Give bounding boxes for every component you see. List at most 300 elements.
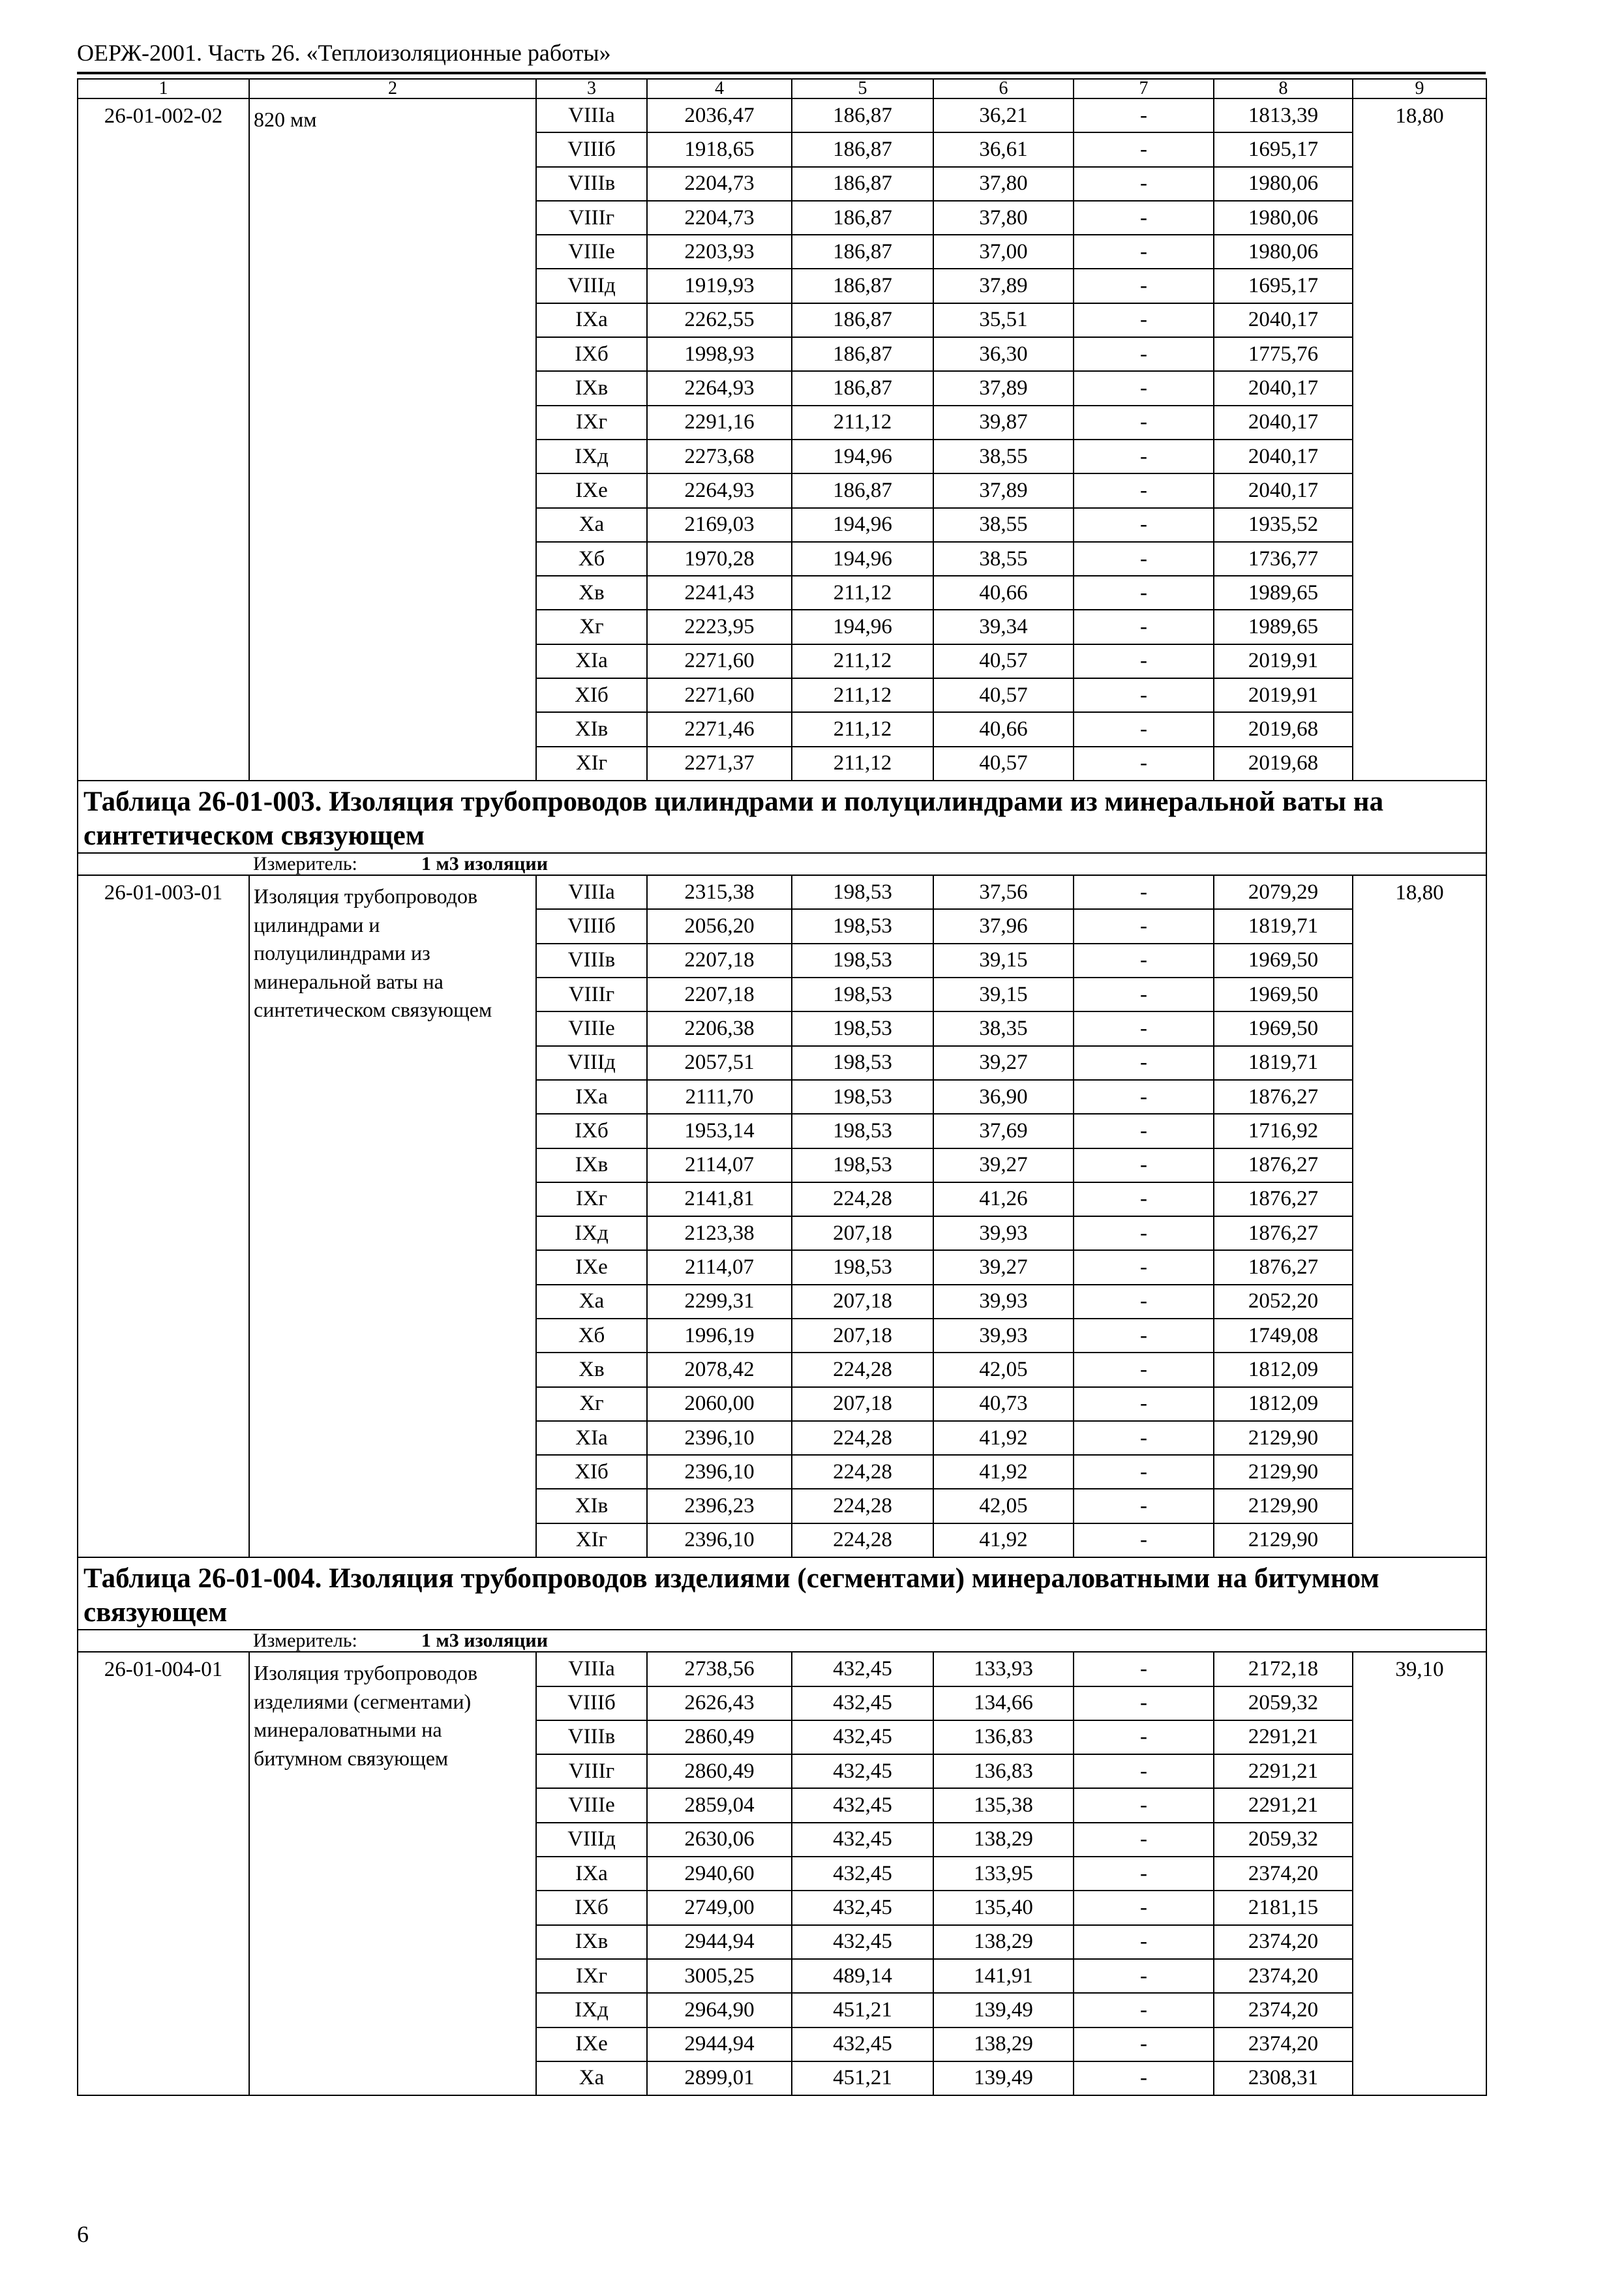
zone-cell: IXб [536, 1891, 647, 1924]
section-title-row [78, 1557, 1486, 1630]
wage-cell: 224,28 [792, 1421, 933, 1455]
wage-cell: 186,87 [792, 303, 933, 337]
zone-cell: Xа [536, 508, 647, 542]
machine-cost-cell: 38,55 [933, 440, 1074, 473]
total-cost-cell: 2749,00 [647, 1891, 792, 1924]
driver-wage-cell: - [1074, 98, 1214, 132]
material-cost-cell: 2374,20 [1214, 1925, 1353, 1959]
driver-wage-cell: - [1074, 235, 1214, 269]
wage-cell: 207,18 [792, 1216, 933, 1250]
wage-cell: 198,53 [792, 1148, 933, 1182]
total-cost-cell: 2206,38 [647, 1011, 792, 1045]
machine-cost-cell: 37,89 [933, 371, 1074, 405]
zone-cell: Xа [536, 2061, 647, 2095]
material-cost-cell: 1819,71 [1214, 1046, 1353, 1080]
wage-cell: 224,28 [792, 1523, 933, 1557]
total-cost-cell: 2060,00 [647, 1387, 792, 1421]
material-cost-cell: 1812,09 [1214, 1387, 1353, 1421]
zone-cell: IXв [536, 1925, 647, 1959]
machine-cost-cell: 42,05 [933, 1489, 1074, 1523]
driver-wage-cell: - [1074, 712, 1214, 746]
labor-cell: 39,10 [1353, 1652, 1486, 2095]
material-cost-cell: 1749,08 [1214, 1319, 1353, 1353]
total-cost-cell: 2940,60 [647, 1857, 792, 1891]
zone-cell: XIв [536, 1489, 647, 1523]
machine-cost-cell: 38,55 [933, 508, 1074, 542]
driver-wage-cell: - [1074, 978, 1214, 1011]
driver-wage-cell: - [1074, 1823, 1214, 1857]
material-cost-cell: 2291,21 [1214, 1754, 1353, 1788]
machine-cost-cell: 138,29 [933, 1925, 1074, 1959]
zone-cell: Xб [536, 542, 647, 576]
machine-cost-cell: 37,80 [933, 201, 1074, 235]
total-cost-cell: 2271,60 [647, 644, 792, 678]
driver-wage-cell: - [1074, 1080, 1214, 1114]
total-cost-cell: 2630,06 [647, 1823, 792, 1857]
zone-cell: XIб [536, 678, 647, 712]
driver-wage-cell: - [1074, 1523, 1214, 1557]
machine-cost-cell: 39,34 [933, 610, 1074, 644]
machine-cost-cell: 37,00 [933, 235, 1074, 269]
material-cost-cell: 2019,68 [1214, 747, 1353, 781]
running-header: ОЕРЖ-2001. Часть 26. «Теплоизоляционные работы» [77, 40, 611, 66]
driver-wage-cell: - [1074, 1720, 1214, 1754]
zone-cell: Xа [536, 1285, 647, 1319]
machine-cost-cell: 40,57 [933, 644, 1074, 678]
total-cost-cell: 1996,19 [647, 1319, 792, 1353]
wage-cell: 186,87 [792, 98, 933, 132]
material-cost-cell: 2052,20 [1214, 1285, 1353, 1319]
total-cost-cell: 2271,60 [647, 678, 792, 712]
wage-cell: 432,45 [792, 1823, 933, 1857]
driver-wage-cell: - [1074, 269, 1214, 303]
zone-cell: IXе [536, 2027, 647, 2061]
zone-cell: XIа [536, 1421, 647, 1455]
driver-wage-cell: - [1074, 747, 1214, 781]
machine-cost-cell: 39,93 [933, 1285, 1074, 1319]
machine-cost-cell: 40,57 [933, 747, 1074, 781]
total-cost-cell: 2315,38 [647, 875, 792, 909]
machine-cost-cell: 133,95 [933, 1857, 1074, 1891]
zone-cell: IXе [536, 473, 647, 507]
item-description: Изоляция трубопроводов изделиями (сегментами) минераловатными на битумном связующем [249, 1652, 536, 2095]
zone-cell: XIа [536, 644, 647, 678]
driver-wage-cell: - [1074, 1387, 1214, 1421]
total-cost-cell: 2299,31 [647, 1285, 792, 1319]
material-cost-cell: 2374,20 [1214, 2027, 1353, 2061]
driver-wage-cell: - [1074, 1353, 1214, 1386]
total-cost-cell: 2207,18 [647, 978, 792, 1011]
wage-cell: 211,12 [792, 576, 933, 610]
total-cost-cell: 2123,38 [647, 1216, 792, 1250]
material-cost-cell: 1969,50 [1214, 978, 1353, 1011]
material-cost-cell: 2040,17 [1214, 473, 1353, 507]
wage-cell: 198,53 [792, 1046, 933, 1080]
price-table [77, 78, 1487, 2096]
machine-cost-cell: 39,27 [933, 1046, 1074, 1080]
wage-cell: 211,12 [792, 644, 933, 678]
wage-cell: 432,45 [792, 1891, 933, 1924]
meter-cell [78, 853, 1486, 875]
total-cost-cell: 2859,04 [647, 1788, 792, 1822]
total-cost-cell: 1918,65 [647, 132, 792, 166]
material-cost-cell: 1819,71 [1214, 909, 1353, 943]
driver-wage-cell: - [1074, 371, 1214, 405]
material-cost-cell: 1969,50 [1214, 1011, 1353, 1045]
total-cost-cell: 2204,73 [647, 167, 792, 201]
machine-cost-cell: 39,15 [933, 944, 1074, 978]
zone-cell: IXг [536, 406, 647, 440]
zone-cell: VIIIд [536, 1823, 647, 1857]
wage-cell: 198,53 [792, 875, 933, 909]
zone-cell: IXа [536, 303, 647, 337]
driver-wage-cell: - [1074, 1857, 1214, 1891]
wage-cell: 198,53 [792, 1114, 933, 1148]
material-cost-cell: 2374,20 [1214, 1857, 1353, 1891]
total-cost-cell: 2169,03 [647, 508, 792, 542]
driver-wage-cell: - [1074, 1011, 1214, 1045]
driver-wage-cell: - [1074, 201, 1214, 235]
wage-cell: 432,45 [792, 1652, 933, 1686]
material-cost-cell: 1989,65 [1214, 610, 1353, 644]
page-number: 6 [77, 2221, 89, 2247]
total-cost-cell: 2273,68 [647, 440, 792, 473]
machine-cost-cell: 139,49 [933, 2061, 1074, 2095]
material-cost-cell: 1876,27 [1214, 1080, 1353, 1114]
wage-cell: 207,18 [792, 1285, 933, 1319]
wage-cell: 198,53 [792, 909, 933, 943]
driver-wage-cell: - [1074, 875, 1214, 909]
item-description: 820 мм [249, 98, 536, 781]
wage-cell: 198,53 [792, 1250, 933, 1284]
material-cost-cell: 1980,06 [1214, 167, 1353, 201]
material-cost-cell: 2040,17 [1214, 371, 1353, 405]
meter-cell [78, 1630, 1486, 1652]
machine-cost-cell: 133,93 [933, 1652, 1074, 1686]
machine-cost-cell: 39,27 [933, 1250, 1074, 1284]
zone-cell: IXд [536, 1993, 647, 2027]
material-cost-cell: 1989,65 [1214, 576, 1353, 610]
zone-cell: XIг [536, 1523, 647, 1557]
material-cost-cell: 2040,17 [1214, 303, 1353, 337]
wage-cell: 198,53 [792, 1080, 933, 1114]
total-cost-cell: 2264,93 [647, 371, 792, 405]
total-cost-cell: 2964,90 [647, 1993, 792, 2027]
driver-wage-cell: - [1074, 576, 1214, 610]
machine-cost-cell: 135,40 [933, 1891, 1074, 1924]
wage-cell: 432,45 [792, 2027, 933, 2061]
wage-cell: 207,18 [792, 1387, 933, 1421]
material-cost-cell: 2019,91 [1214, 678, 1353, 712]
zone-cell: VIIIв [536, 167, 647, 201]
driver-wage-cell: - [1074, 1285, 1214, 1319]
material-cost-cell: 2129,90 [1214, 1489, 1353, 1523]
machine-cost-cell: 136,83 [933, 1754, 1074, 1788]
meter-unit: 1 м3 изоляции [421, 1630, 548, 1652]
zone-cell: IXд [536, 440, 647, 473]
material-cost-cell: 1775,76 [1214, 337, 1353, 371]
total-cost-cell: 2944,94 [647, 2027, 792, 2061]
wage-cell: 211,12 [792, 406, 933, 440]
material-cost-cell: 2059,32 [1214, 1823, 1353, 1857]
wage-cell: 432,45 [792, 1788, 933, 1822]
zone-cell: VIIIд [536, 1046, 647, 1080]
driver-wage-cell: - [1074, 2027, 1214, 2061]
wage-cell: 211,12 [792, 712, 933, 746]
driver-wage-cell: - [1074, 1182, 1214, 1216]
zone-cell: XIг [536, 747, 647, 781]
material-cost-cell: 1695,17 [1214, 269, 1353, 303]
material-cost-cell: 2040,17 [1214, 406, 1353, 440]
total-cost-cell: 2396,10 [647, 1455, 792, 1489]
wage-cell: 198,53 [792, 978, 933, 1011]
machine-cost-cell: 35,51 [933, 303, 1074, 337]
machine-cost-cell: 134,66 [933, 1686, 1074, 1720]
material-cost-cell: 2079,29 [1214, 875, 1353, 909]
column-number: 8 [1214, 79, 1353, 98]
machine-cost-cell: 39,87 [933, 406, 1074, 440]
machine-cost-cell: 39,15 [933, 978, 1074, 1011]
machine-cost-cell: 36,21 [933, 98, 1074, 132]
machine-cost-cell: 37,96 [933, 909, 1074, 943]
driver-wage-cell: - [1074, 303, 1214, 337]
total-cost-cell: 2141,81 [647, 1182, 792, 1216]
material-cost-cell: 1980,06 [1214, 201, 1353, 235]
driver-wage-cell: - [1074, 1046, 1214, 1080]
machine-cost-cell: 36,30 [933, 337, 1074, 371]
material-cost-cell: 2308,31 [1214, 2061, 1353, 2095]
meter-row [78, 853, 1486, 875]
machine-cost-cell: 37,89 [933, 473, 1074, 507]
zone-cell: Xг [536, 610, 647, 644]
machine-cost-cell: 40,66 [933, 712, 1074, 746]
material-cost-cell: 1695,17 [1214, 132, 1353, 166]
driver-wage-cell: - [1074, 1148, 1214, 1182]
zone-cell: VIIIд [536, 269, 647, 303]
total-cost-cell: 2738,56 [647, 1652, 792, 1686]
total-cost-cell: 2396,10 [647, 1523, 792, 1557]
zone-cell: VIIIб [536, 1686, 647, 1720]
driver-wage-cell: - [1074, 1421, 1214, 1455]
zone-cell: VIIIг [536, 978, 647, 1011]
driver-wage-cell: - [1074, 1993, 1214, 2027]
total-cost-cell: 2291,16 [647, 406, 792, 440]
total-cost-cell: 2396,23 [647, 1489, 792, 1523]
total-cost-cell: 2241,43 [647, 576, 792, 610]
total-cost-cell: 2264,93 [647, 473, 792, 507]
machine-cost-cell: 36,90 [933, 1080, 1074, 1114]
meter-row [78, 1630, 1486, 1652]
total-cost-cell: 2899,01 [647, 2061, 792, 2095]
driver-wage-cell: - [1074, 473, 1214, 507]
total-cost-cell: 2078,42 [647, 1353, 792, 1386]
total-cost-cell: 2057,51 [647, 1046, 792, 1080]
total-cost-cell: 2271,46 [647, 712, 792, 746]
wage-cell: 432,45 [792, 1686, 933, 1720]
wage-cell: 451,21 [792, 1993, 933, 2027]
section-title: Таблица 26-01-003. Изоляция трубопроводов цилиндрами и полуцилиндрами из минеральной ваты на синтетическом связующем [78, 781, 1486, 853]
zone-cell: IXб [536, 1114, 647, 1148]
item-code: 26-01-002-02 [78, 98, 249, 781]
meter-label: Измеритель: [253, 853, 357, 875]
material-cost-cell: 2019,91 [1214, 644, 1353, 678]
material-cost-cell: 1935,52 [1214, 508, 1353, 542]
driver-wage-cell: - [1074, 610, 1214, 644]
wage-cell: 224,28 [792, 1353, 933, 1386]
driver-wage-cell: - [1074, 1686, 1214, 1720]
machine-cost-cell: 37,56 [933, 875, 1074, 909]
driver-wage-cell: - [1074, 1925, 1214, 1959]
material-cost-cell: 2172,18 [1214, 1652, 1353, 1686]
total-cost-cell: 2626,43 [647, 1686, 792, 1720]
material-cost-cell: 2019,68 [1214, 712, 1353, 746]
driver-wage-cell: - [1074, 1959, 1214, 1993]
meter-label: Измеритель: [253, 1630, 357, 1652]
zone-cell: IXв [536, 1148, 647, 1182]
wage-cell: 207,18 [792, 1319, 933, 1353]
machine-cost-cell: 37,80 [933, 167, 1074, 201]
driver-wage-cell: - [1074, 508, 1214, 542]
zone-cell: VIIIа [536, 98, 647, 132]
machine-cost-cell: 41,92 [933, 1523, 1074, 1557]
driver-wage-cell: - [1074, 1455, 1214, 1489]
total-cost-cell: 1953,14 [647, 1114, 792, 1148]
header-rule [77, 72, 1486, 74]
column-number: 3 [536, 79, 647, 98]
material-cost-cell: 2374,20 [1214, 1993, 1353, 2027]
zone-cell: Xв [536, 1353, 647, 1386]
zone-cell: VIIIе [536, 235, 647, 269]
driver-wage-cell: - [1074, 132, 1214, 166]
machine-cost-cell: 36,61 [933, 132, 1074, 166]
zone-cell: Xг [536, 1387, 647, 1421]
driver-wage-cell: - [1074, 1788, 1214, 1822]
total-cost-cell: 2114,07 [647, 1250, 792, 1284]
zone-cell: VIIIв [536, 944, 647, 978]
driver-wage-cell: - [1074, 1250, 1214, 1284]
machine-cost-cell: 139,49 [933, 1993, 1074, 2027]
table-row [78, 98, 1486, 132]
zone-cell: XIб [536, 1455, 647, 1489]
wage-cell: 198,53 [792, 944, 933, 978]
material-cost-cell: 2129,90 [1214, 1421, 1353, 1455]
zone-cell: IXг [536, 1182, 647, 1216]
total-cost-cell: 2036,47 [647, 98, 792, 132]
zone-cell: VIIIв [536, 1720, 647, 1754]
machine-cost-cell: 38,55 [933, 542, 1074, 576]
item-code: 26-01-004-01 [78, 1652, 249, 2095]
total-cost-cell: 2114,07 [647, 1148, 792, 1182]
material-cost-cell: 2291,21 [1214, 1788, 1353, 1822]
zone-cell: IXа [536, 1857, 647, 1891]
machine-cost-cell: 40,66 [933, 576, 1074, 610]
driver-wage-cell: - [1074, 644, 1214, 678]
wage-cell: 186,87 [792, 235, 933, 269]
labor-cell: 18,80 [1353, 875, 1486, 1557]
wage-cell: 224,28 [792, 1489, 933, 1523]
wage-cell: 489,14 [792, 1959, 933, 1993]
machine-cost-cell: 136,83 [933, 1720, 1074, 1754]
column-number-row [78, 79, 1486, 98]
column-number: 4 [647, 79, 792, 98]
machine-cost-cell: 42,05 [933, 1353, 1074, 1386]
material-cost-cell: 2040,17 [1214, 440, 1353, 473]
column-number: 2 [249, 79, 536, 98]
total-cost-cell: 2207,18 [647, 944, 792, 978]
material-cost-cell: 1736,77 [1214, 542, 1353, 576]
wage-cell: 194,96 [792, 508, 933, 542]
material-cost-cell: 1969,50 [1214, 944, 1353, 978]
meter-unit: 1 м3 изоляции [421, 853, 548, 875]
total-cost-cell: 2203,93 [647, 235, 792, 269]
item-code: 26-01-003-01 [78, 875, 249, 1557]
zone-cell: VIIIб [536, 909, 647, 943]
material-cost-cell: 2129,90 [1214, 1455, 1353, 1489]
zone-cell: XIв [536, 712, 647, 746]
column-number: 6 [933, 79, 1074, 98]
material-cost-cell: 1812,09 [1214, 1353, 1353, 1386]
driver-wage-cell: - [1074, 944, 1214, 978]
labor-cell: 18,80 [1353, 98, 1486, 781]
material-cost-cell: 2129,90 [1214, 1523, 1353, 1557]
wage-cell: 211,12 [792, 747, 933, 781]
wage-cell: 194,96 [792, 610, 933, 644]
driver-wage-cell: - [1074, 1891, 1214, 1924]
total-cost-cell: 3005,25 [647, 1959, 792, 1993]
material-cost-cell: 1980,06 [1214, 235, 1353, 269]
wage-cell: 432,45 [792, 1925, 933, 1959]
driver-wage-cell: - [1074, 167, 1214, 201]
material-cost-cell: 2374,20 [1214, 1959, 1353, 1993]
wage-cell: 211,12 [792, 678, 933, 712]
wage-cell: 186,87 [792, 371, 933, 405]
driver-wage-cell: - [1074, 406, 1214, 440]
machine-cost-cell: 41,26 [933, 1182, 1074, 1216]
table-row [78, 875, 1486, 909]
wage-cell: 198,53 [792, 1011, 933, 1045]
driver-wage-cell: - [1074, 440, 1214, 473]
zone-cell: IXд [536, 1216, 647, 1250]
total-cost-cell: 2396,10 [647, 1421, 792, 1455]
material-cost-cell: 1876,27 [1214, 1250, 1353, 1284]
material-cost-cell: 2181,15 [1214, 1891, 1353, 1924]
zone-cell: IXв [536, 371, 647, 405]
driver-wage-cell: - [1074, 1754, 1214, 1788]
zone-cell: VIIIг [536, 1754, 647, 1788]
zone-cell: IXг [536, 1959, 647, 1993]
wage-cell: 186,87 [792, 167, 933, 201]
wage-cell: 186,87 [792, 473, 933, 507]
driver-wage-cell: - [1074, 1319, 1214, 1353]
machine-cost-cell: 41,92 [933, 1421, 1074, 1455]
zone-cell: VIIIе [536, 1011, 647, 1045]
zone-cell: Xв [536, 576, 647, 610]
wage-cell: 186,87 [792, 132, 933, 166]
section-title: Таблица 26-01-004. Изоляция трубопроводов изделиями (сегментами) минераловатными на битумном связующем [78, 1557, 1486, 1630]
total-cost-cell: 2204,73 [647, 201, 792, 235]
total-cost-cell: 1970,28 [647, 542, 792, 576]
wage-cell: 194,96 [792, 542, 933, 576]
machine-cost-cell: 38,35 [933, 1011, 1074, 1045]
machine-cost-cell: 141,91 [933, 1959, 1074, 1993]
total-cost-cell: 2271,37 [647, 747, 792, 781]
driver-wage-cell: - [1074, 337, 1214, 371]
machine-cost-cell: 37,89 [933, 269, 1074, 303]
machine-cost-cell: 39,27 [933, 1148, 1074, 1182]
driver-wage-cell: - [1074, 1114, 1214, 1148]
total-cost-cell: 1998,93 [647, 337, 792, 371]
wage-cell: 451,21 [792, 2061, 933, 2095]
